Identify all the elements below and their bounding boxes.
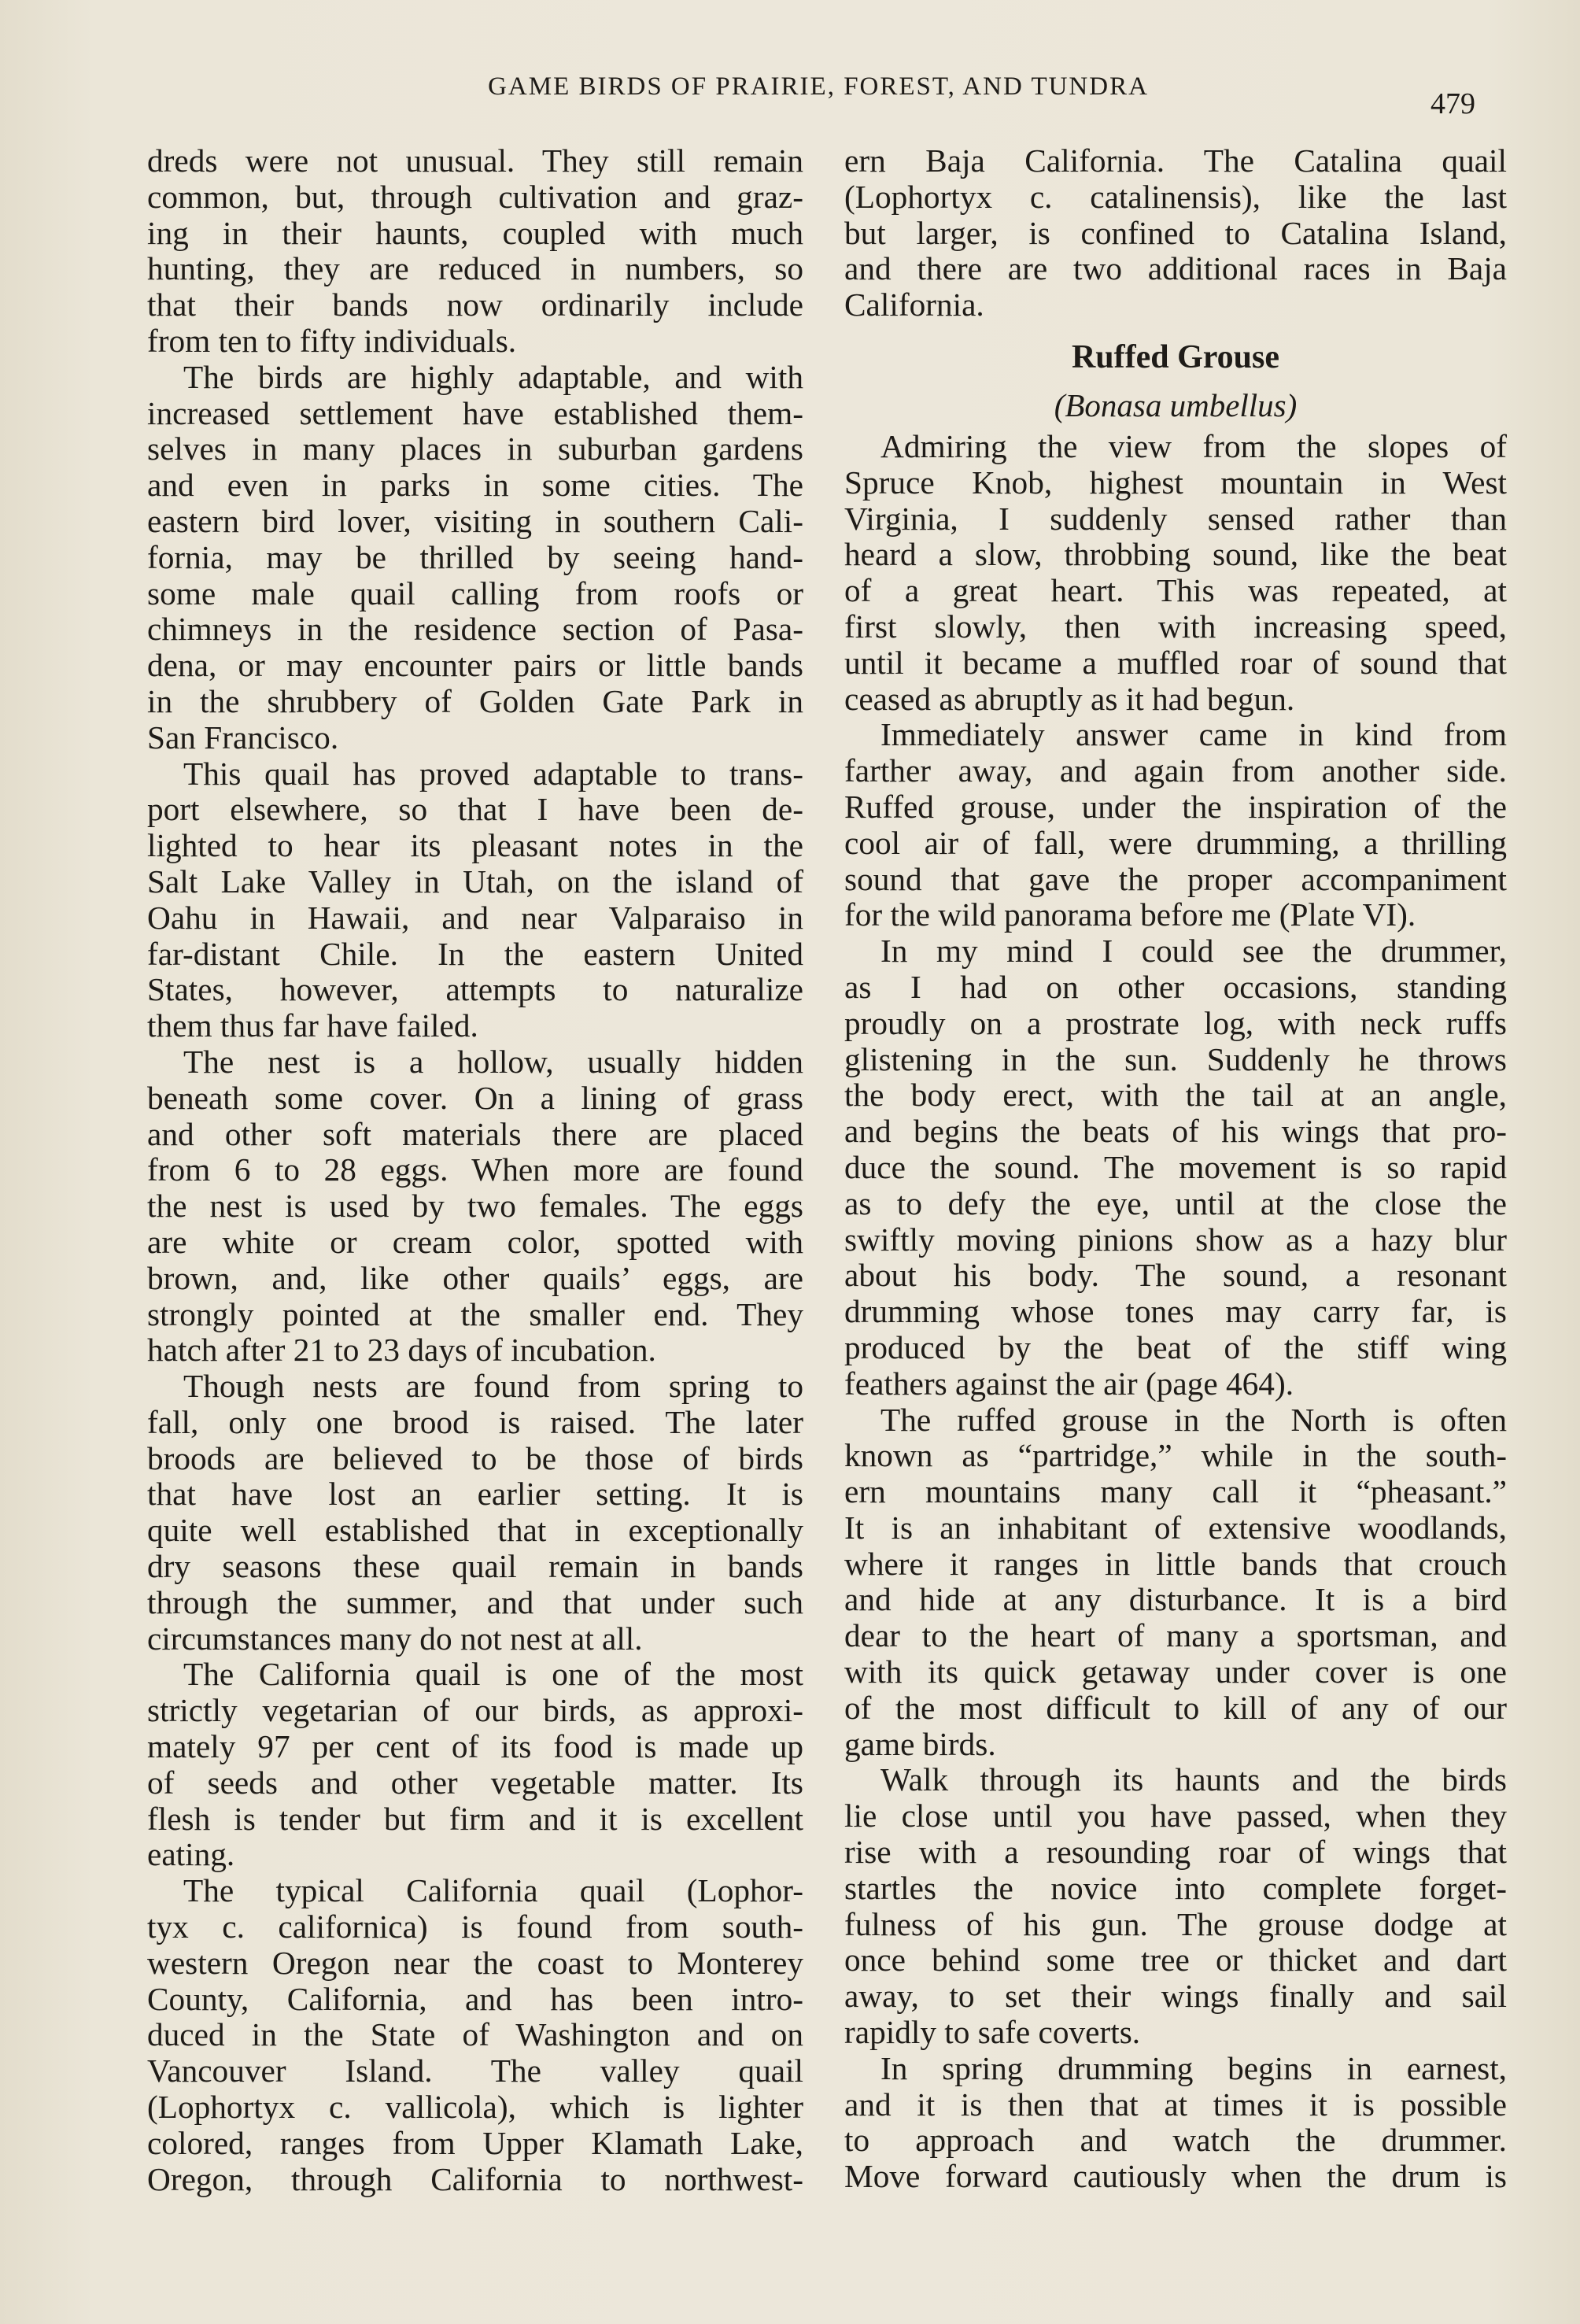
text-line: San Francisco.	[147, 719, 339, 756]
text-line: fall, only one brood is raised. The later	[147, 1403, 803, 1440]
text-line: glistening in the sun. Suddenly he throws	[844, 1040, 1507, 1077]
text-line: duce the sound. The movement is so rapid	[844, 1148, 1507, 1185]
text-line: and other soft materials there are placed	[147, 1115, 803, 1152]
text-line: dear to the heart of many a sportsman, and	[844, 1617, 1507, 1654]
text-line: ing in their haunts, coupled with much	[147, 214, 803, 251]
text-line: drumming whose tones may carry far, is	[844, 1293, 1507, 1330]
right-column-body	[844, 429, 1507, 2195]
text-line: circumstances many do not nest at all.	[147, 1620, 643, 1657]
text-line: Salt Lake Valley in Utah, on the island of	[147, 863, 803, 900]
text-line: heard a slow, throbbing sound, like the beat	[844, 536, 1507, 573]
text-line: and it is then that at times it is possible	[844, 2086, 1507, 2123]
text-line: dreds were not unusual. They still remain	[147, 142, 803, 179]
text-line: first slowly, then with increasing speed,	[844, 608, 1507, 645]
text-line: rapidly to safe coverts.	[844, 2014, 1141, 2051]
text-line: California.	[844, 286, 984, 323]
text-line: until it became a muffled roar of sound that	[844, 644, 1507, 681]
text-line: proudly on a prostrate log, with neck ruffs	[844, 1004, 1507, 1041]
text-line: Spruce Knob, highest mountain in West	[844, 464, 1507, 501]
text-line: lie close until you have passed, when they	[844, 1797, 1507, 1834]
text-line: The California quail is one of the most	[183, 1656, 803, 1693]
text-line: Walk through its haunts and the birds	[880, 1761, 1507, 1798]
text-line: and even in parks in some cities. The	[147, 467, 803, 504]
text-line: beneath some cover. On a lining of grass	[147, 1079, 803, 1116]
text-line: flesh is tender but firm and it is excellent	[147, 1800, 803, 1837]
text-line: dry seasons these quail remain in bands	[147, 1548, 803, 1585]
text-line: but larger, is confined to Catalina Island,	[844, 214, 1507, 251]
text-line: mately 97 per cent of its food is made up	[147, 1728, 803, 1765]
text-line: The typical California quail (Lophor-	[183, 1872, 803, 1909]
text-line: duced in the State of Washington and on	[147, 2016, 803, 2053]
text-line: from ten to fifty individuals.	[147, 322, 517, 359]
text-line: to approach and watch the drummer.	[844, 2122, 1507, 2159]
section-scientific-name: (Bonasa umbellus)	[1054, 386, 1298, 423]
text-line: broods are believed to be those of birds	[147, 1439, 803, 1476]
page-number: 479	[1430, 87, 1475, 120]
text-line: as to defy the eye, until at the close the	[844, 1184, 1507, 1221]
text-line: of seeds and other vegetable matter. Its	[147, 1764, 803, 1801]
text-line: States, however, attempts to naturalize	[147, 971, 803, 1008]
text-line: about his body. The sound, a resonant	[844, 1257, 1507, 1294]
text-line: Vancouver Island. The valley quail	[147, 2052, 803, 2089]
text-line: increased settlement have established them-	[147, 394, 803, 431]
text-line: Oahu in Hawaii, and near Valparaiso in	[147, 899, 803, 936]
text-line: Move forward cautiously when the drum is	[844, 2158, 1507, 2195]
text-line: once behind some tree or thicket and dart	[844, 1942, 1507, 1979]
text-line: ern Baja California. The Catalina quail	[844, 142, 1507, 179]
text-line: produced by the beat of the stiff wing	[844, 1328, 1507, 1365]
text-line: that their bands now ordinarily include	[147, 286, 803, 323]
text-line: fornia, may be thrilled by seeing hand-	[147, 538, 803, 575]
text-line: Immediately answer came in kind from	[880, 716, 1507, 753]
text-line: The birds are highly adaptable, and with	[183, 358, 803, 395]
text-line: rise with a resounding roar of wings that	[844, 1834, 1507, 1871]
text-line: that have lost an earlier setting. It is	[147, 1476, 803, 1513]
text-line: the body erect, with the tail at an angle,	[844, 1077, 1507, 1114]
text-line: them thus far have failed.	[147, 1007, 478, 1044]
text-line: common, but, through cultivation and graz-	[147, 178, 803, 215]
text-line: the nest is used by two females. The eggs	[147, 1188, 803, 1225]
text-line: and there are two additional races in Baja	[844, 250, 1507, 287]
text-line: swiftly moving pinions show as a hazy blur	[844, 1221, 1507, 1258]
section-title: Ruffed Grouse	[1071, 338, 1280, 375]
text-line: eating.	[147, 1836, 235, 1873]
text-line: In spring drumming begins in earnest,	[880, 2049, 1507, 2086]
text-line: from 6 to 28 eggs. When more are found	[147, 1151, 803, 1188]
text-line: hunting, they are reduced in numbers, so	[147, 250, 803, 287]
text-line: with its quick getaway under cover is one	[844, 1653, 1507, 1690]
text-line: brown, and, like other quails’ eggs, are	[147, 1259, 803, 1296]
text-line: farther away, and again from another side.	[844, 752, 1507, 789]
text-line: selves in many places in suburban gardens	[147, 430, 803, 467]
left-column	[147, 143, 803, 2197]
text-line: in the shrubbery of Golden Gate Park in	[147, 682, 803, 719]
text-line: ern mountains many call it “pheasant.”	[844, 1473, 1507, 1510]
text-line: game birds.	[844, 1725, 996, 1762]
text-line: fulness of his gun. The grouse dodge at	[844, 1905, 1507, 1942]
text-line: It is an inhabitant of extensive woodlands,	[844, 1509, 1507, 1546]
text-line: ceased as abruptly as it had begun.	[844, 680, 1295, 717]
text-line: This quail has proved adaptable to trans-	[183, 755, 803, 792]
text-line: Oregon, through California to northwest-	[147, 2160, 803, 2197]
text-line: (Lophortyx c. catalinensis), like the last	[844, 178, 1507, 215]
text-line: of a great heart. This was repeated, at	[844, 572, 1507, 609]
text-line: of the most difficult to kill of any of our	[844, 1689, 1507, 1726]
text-line: port elsewhere, so that I have been de-	[147, 791, 803, 828]
text-line: through the summer, and that under such	[147, 1583, 803, 1620]
text-line: known as “partridge,” while in the south-	[844, 1437, 1507, 1474]
text-line: The ruffed grouse in the North is often	[880, 1401, 1507, 1438]
text-line: The nest is a hollow, usually hidden	[183, 1043, 803, 1080]
text-line: dena, or may encounter pairs or little bands	[147, 647, 803, 684]
text-line: some male quail calling from roofs or	[147, 575, 803, 611]
text-line: strictly vegetarian of our birds, as approxi-	[147, 1692, 803, 1729]
text-line: In my mind I could see the drummer,	[880, 933, 1507, 970]
text-line: tyx c. californica) is found from south-	[147, 1908, 803, 1945]
text-line: western Oregon near the coast to Monterey	[147, 1944, 803, 1981]
text-line: quite well established that in exceptionally	[147, 1512, 803, 1549]
text-line: and begins the beats of his wings that pro-	[844, 1113, 1507, 1150]
text-line: as I had on other occasions, standing	[844, 968, 1507, 1005]
text-line: County, California, and has been intro-	[147, 1980, 803, 2017]
text-line: and hide at any disturbance. It is a bird	[844, 1581, 1507, 1618]
text-line: far-distant Chile. In the eastern United	[147, 935, 803, 972]
text-line: Though nests are found from spring to	[183, 1368, 803, 1405]
text-line: (Lophortyx c. vallicola), which is lighter	[147, 2089, 803, 2126]
text-line: feathers against the air (page 464).	[844, 1365, 1294, 1402]
text-line: for the wild panorama before me (Plate VI).	[844, 896, 1416, 933]
text-line: strongly pointed at the smaller end. They	[147, 1295, 803, 1332]
text-line: colored, ranges from Upper Klamath Lake,	[147, 2124, 803, 2161]
text-line: startles the novice into complete forget-	[844, 1869, 1507, 1906]
text-line: eastern bird lover, visiting in southern Cali-	[147, 502, 803, 539]
right-column-intro	[844, 143, 1507, 323]
text-line: Admiring the view from the slopes of	[880, 427, 1507, 464]
text-line: are white or cream color, spotted with	[147, 1223, 803, 1260]
text-line: Virginia, I suddenly sensed rather than	[844, 500, 1507, 537]
text-line: Ruffed grouse, under the inspiration of the	[844, 788, 1507, 825]
right-column	[844, 143, 1507, 2195]
text-line: lighted to hear its pleasant notes in the	[147, 827, 803, 864]
text-line: chimneys in the residence section of Pasa-	[147, 611, 803, 648]
text-line: sound that gave the proper accompaniment	[844, 860, 1507, 897]
text-line: away, to set their wings finally and sail	[844, 1978, 1507, 2015]
text-line: where it ranges in little bands that crouch	[844, 1545, 1507, 1582]
text-line: cool air of fall, were drumming, a thrilling	[844, 824, 1507, 861]
text-line: hatch after 21 to 23 days of incubation.	[147, 1332, 656, 1369]
running-head: GAME BIRDS OF PRAIRIE, FOREST, AND TUNDRA	[488, 72, 1149, 101]
